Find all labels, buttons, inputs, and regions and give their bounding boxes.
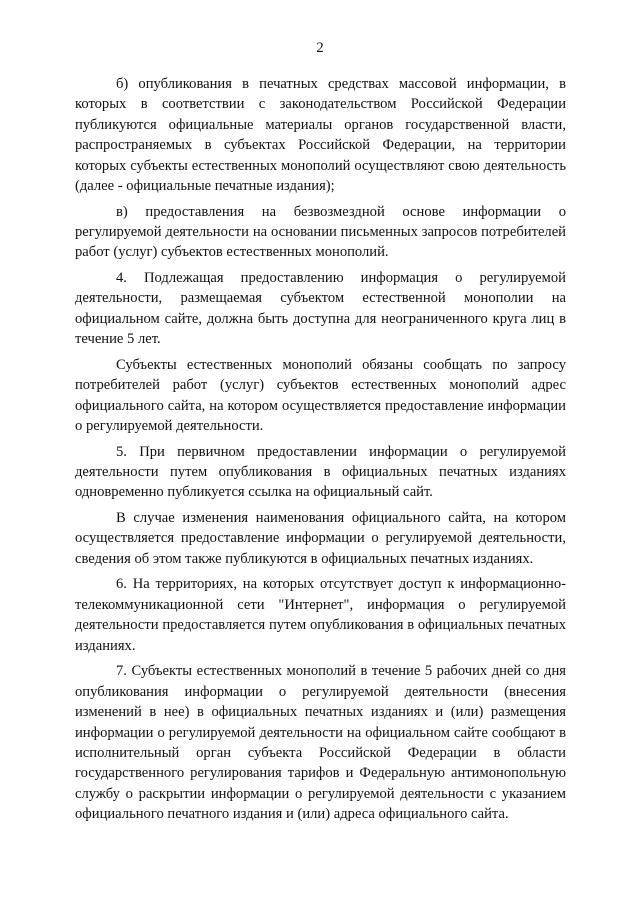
- paragraph-site-name-change: В случае изменения наименования официального сайта, на котором осуществляется предоставление информации о регулируемой деятельности, сведения об этом также публикуются в официальных печатных изданиях.: [75, 510, 566, 567]
- paragraph-site-address-request: Субъекты естественных монополий обязаны сообщать по запросу потребителей работ (услуг) субъектов естественных монополий адрес официального сайта, на котором осуществляется предоставление информации о регулируемой деятельности.: [75, 356, 566, 435]
- paragraph-4-availability: 4. Подлежащая предоставлению информация о регулируемой деятельности, размещаемая субъектом естественной монополии на официальном сайте, должна быть доступна для неограниченного круга лиц в течение 5 лет.: [75, 270, 566, 348]
- paragraph-v-free-provision: в) предоставления на безвозмездной основе информации о регулируемой деятельности на основании письменных запросов потребителей работ (услуг) субъектов естественных монополий.: [75, 203, 566, 261]
- document-body: [75, 74, 566, 830]
- paragraph-7-notification: 7. Субъекты естественных монополий в течение 5 рабочих дней со дня опубликования информации о регулируемой деятельности (внесения изменений в нее) в официальных печатных изданиях и (или) размещения информации о регулируемой деятельности на официальном сайте сообщают в исполнительный орган субъекта Российской Федерации в области государственного регулирования тарифов и Федеральную антимонопольную службу о раскрытии информации о регулируемой деятельности с указанием официального печатного издания и (или) адреса официального сайта.: [75, 663, 566, 823]
- page-number: 2: [316, 40, 324, 56]
- paragraph-5-initial-publication: 5. При первичном предоставлении информации о регулируемой деятельности путем опубликования в официальных печатных изданиях одновременно публикуется ссылка на официальный сайт.: [75, 443, 566, 501]
- paragraph-6-no-internet: 6. На территориях, на которых отсутствует доступ к информационно-телекоммуникационной сети "Интернет", информация о регулируемой деятельности предоставляется путем опубликования в официальных печатных изданиях.: [75, 576, 566, 654]
- paragraph-b-publication: б) опубликования в печатных средствах массовой информации, в которых в соответствии с законодательством Российской Федерации публикуются официальные материалы органов государственной власти, распространяемых в субъектах Российской Федерации, на территории которых субъекты естественных монополий осуществляют свою деятельность (далее - официальные печатные издания);: [75, 76, 566, 195]
